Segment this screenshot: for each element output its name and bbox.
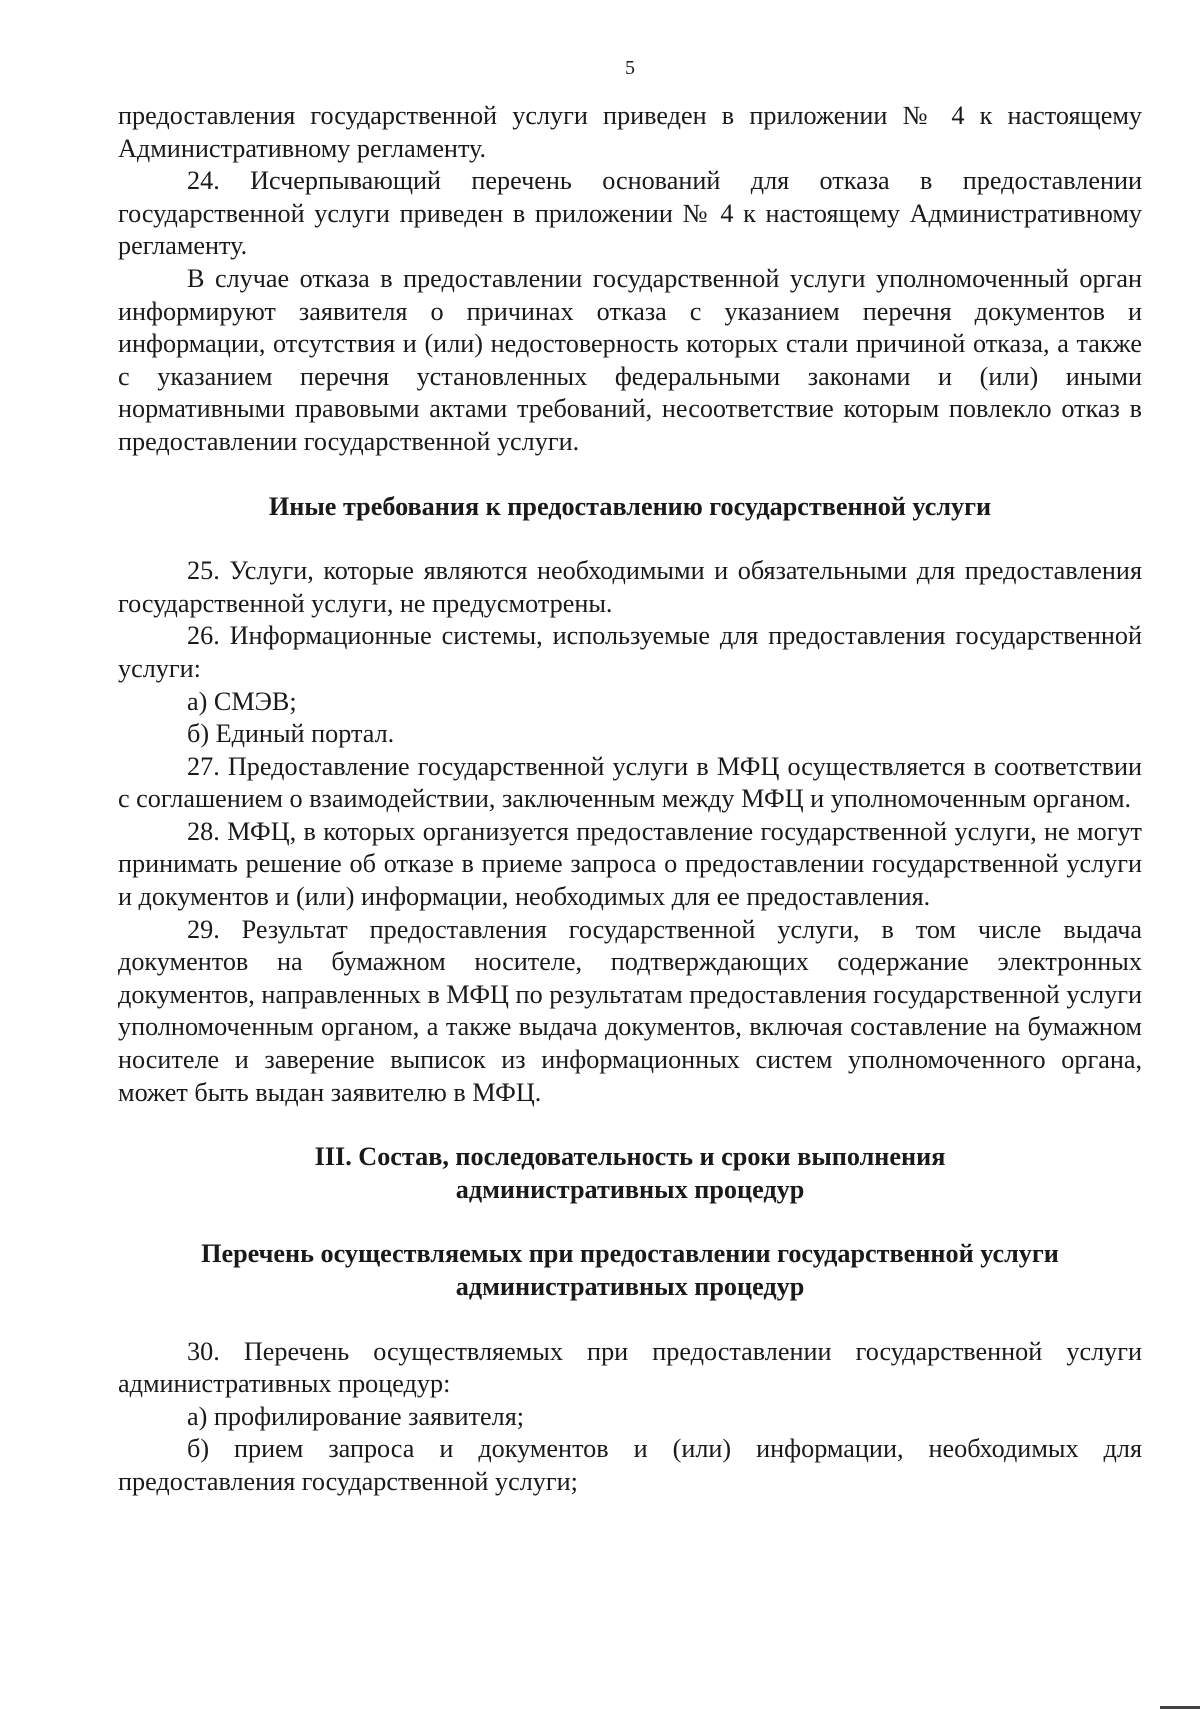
list-item-smev: а) СМЭВ; [187, 686, 297, 716]
paragraph-26: 26. Информационные системы, используемые для предоставления государственной услуги: [118, 621, 1142, 683]
heading-other-requirements: Иные требования к предоставлению государственной услуги [268, 491, 992, 521]
paragraph-25: 25. Услуги, которые являются необходимыми и обязательными для предоставления государственной услуги, не предусмотрены. [118, 556, 1142, 618]
list-item-request-intake: б) прием запроса и документов и (или) информации, необходимых для предоставления государственной услуги; [118, 1434, 1142, 1496]
section-heading-iii [118, 1141, 1142, 1206]
paragraph-28: 28. МФЦ, в которых организуется предоставление государственной услуги, не могут принимать решение об отказе в приеме запроса о предоставлении государственной услуги и документов и (или) информации, необходимых для ее предоставления. [118, 816, 1142, 912]
paragraph-29: 29. Результат предоставления государственной услуги, в том числе выдача документов на бумажном носителе, подтверждающих содержание электронных документов, направленных в МФЦ по результатам предоставления государственной услуги уполномоченным органом, а также выдача документов, включая составление на бумажном носителе и заверение выписок из информационных систем уполномоченного органа, может быть выдан заявителю в МФЦ. [118, 914, 1142, 1107]
paragraph-30: 30. Перечень осуществляемых при предоставлении государственной услуги административных процедур: [118, 1336, 1142, 1399]
section-heading-line1: III. Состав, последовательность и сроки выполнения [314, 1142, 946, 1172]
paragraph-24: 24. Исчерпывающий перечень оснований для отказа в предоставлении государственной услуги приведен в приложении № 4 к настоящему Административному регламенту. [118, 166, 1142, 261]
section-heading-line2: административных процедур [455, 1174, 805, 1204]
paragraph-continuation: предоставления государственной услуги приведен в приложении № 4 к настоящему Административному регламенту. [118, 101, 1142, 163]
paragraph-27: 27. Предоставление государственной услуги в МФЦ осуществляется в соответствии с соглашением о взаимодействии, заключенным между МФЦ и уполномоченным органом. [118, 751, 1142, 814]
subsection-heading-line2: административных процедур [455, 1272, 805, 1301]
subsection-heading-line1: Перечень осуществляемых при предоставлении государственной услуги [201, 1239, 1059, 1269]
document-page [118, 56, 1142, 1499]
subsection-heading-procedures [118, 1238, 1142, 1303]
list-item-profiling: а) профилирование заявителя; [187, 1401, 525, 1431]
list-item-portal: б) Единый портал. [187, 719, 395, 749]
paragraph-refusal-info: В случае отказа в предоставлении государственной услуги уполномоченный орган информируют заявителя о причинах отказа с указанием перечня документов и информации, отсутствия и (или) недостоверность которых стали причиной отказа, а также с указанием перечня установленных федеральными законами и (или) иными нормативными правовыми актами требований, несоответствие которым повлекло отказ в предоставлении государственной услуги. [118, 263, 1142, 456]
page-number: 5 [625, 57, 635, 79]
